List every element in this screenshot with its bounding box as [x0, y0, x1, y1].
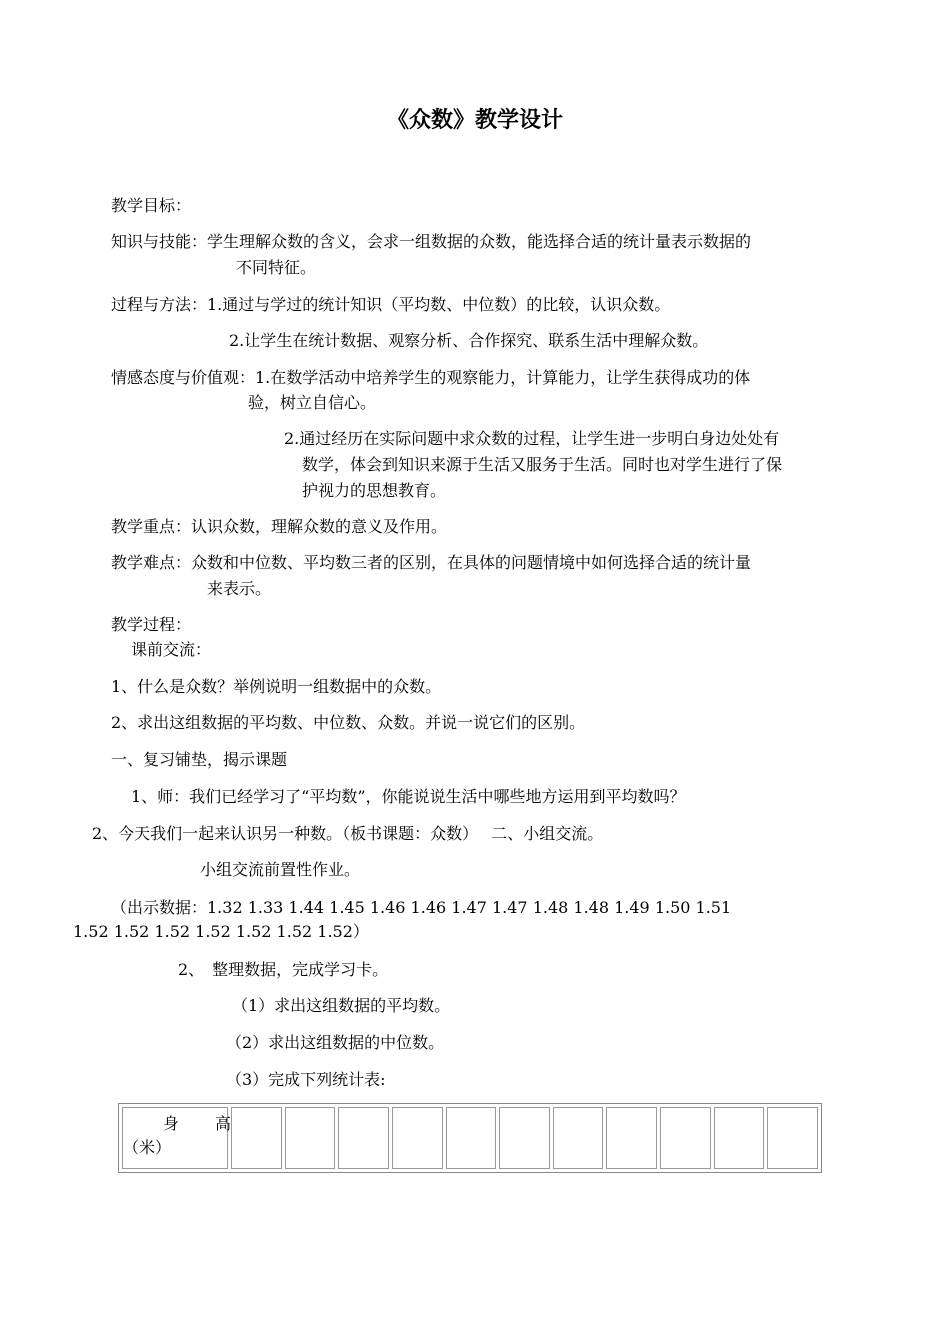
process-method-line-1: 过程与方法：1.通过与学过的统计知识（平均数、中位数）的比较，认识众数。	[111, 295, 671, 314]
section-1-heading: 一、复习铺垫，揭示课题	[111, 750, 288, 769]
document-title: 《众数》教学设计	[386, 107, 563, 133]
emotion-line-4: 数学，体会到知识来源于生活又服务于生活。同时也对学生进行了保	[302, 455, 783, 474]
table-cell[interactable]	[767, 1107, 818, 1169]
table-cell[interactable]	[392, 1107, 443, 1169]
emotion-line-3: 2.通过经历在实际问题中求众数的过程，让学生进一步明白身边处处有	[284, 429, 780, 448]
goals-heading: 教学目标：	[111, 196, 192, 215]
table-header-cell	[122, 1107, 232, 1169]
table-row	[122, 1107, 818, 1169]
process-heading: 教学过程：	[111, 615, 192, 634]
key-point: 教学重点：认识众数，理解众数的意义及作用。	[111, 517, 448, 536]
question-1: 1、什么是众数？举例说明一组数据中的众数。	[111, 677, 442, 696]
statistics-table	[118, 1103, 822, 1173]
group-prework: 小组交流前置性作业。	[200, 860, 361, 879]
table-cell[interactable]	[338, 1107, 389, 1169]
question-2: 2、求出这组数据的平均数、中位数、众数。并说一说它们的区别。	[111, 713, 586, 732]
sub-task-2: （2）求出这组数据的中位数。	[226, 1033, 445, 1052]
section-1-item-1: 1、师：我们已经学习了“平均数”，你能说说生活中哪些地方运用到平均数吗？	[131, 787, 686, 806]
data-line-1: （出示数据：1.32 1.33 1.44 1.45 1.46 1.46 1.47 1.47 1.48 1.48 1.49 1.50 1.51	[111, 898, 732, 917]
table-cell[interactable]	[446, 1107, 497, 1169]
table-header-unit: （米）	[123, 1138, 172, 1157]
sub-task-3: （3）完成下列统计表:	[226, 1070, 386, 1089]
knowledge-line-2: 不同特征。	[236, 258, 317, 277]
table-cell[interactable]	[553, 1107, 604, 1169]
difficulty-line-1: 教学难点：众数和中位数、平均数三者的区别，在具体的问题情境中如何选择合适的统计量	[111, 553, 752, 572]
table-cell[interactable]	[499, 1107, 550, 1169]
table-cell[interactable]	[714, 1107, 765, 1169]
step-2: 2、 整理数据，完成学习卡。	[178, 960, 389, 979]
knowledge-line-1: 知识与技能：学生理解众数的含义，会求一组数据的众数，能选择合适的统计量表示数据的	[111, 232, 752, 251]
emotion-line-5: 护视力的思想教育。	[302, 481, 447, 500]
sub-task-1: （1）求出这组数据的平均数。	[232, 996, 451, 1015]
table-cell[interactable]	[606, 1107, 657, 1169]
emotion-line-2: 验，树立自信心。	[248, 393, 377, 412]
section-1-item-2: 2、今天我们一起来认识另一种数。（板书课题：众数） 二、小组交流。	[92, 824, 604, 843]
table-header-char-2: 高	[215, 1114, 232, 1133]
process-method-line-2: 2.让学生在统计数据、观察分析、合作探究、联系生活中理解众数。	[229, 331, 709, 350]
table-cell[interactable]	[285, 1107, 336, 1169]
table-cell[interactable]	[231, 1107, 282, 1169]
table-cell[interactable]	[660, 1107, 711, 1169]
data-line-2: 1.52 1.52 1.52 1.52 1.52 1.52 1.52）	[73, 922, 369, 941]
table-header-char-1: 身	[163, 1114, 180, 1133]
difficulty-line-2: 来表示。	[207, 579, 272, 598]
emotion-line-1: 情感态度与价值观：1.在数学活动中培养学生的观察能力，计算能力，让学生获得成功的体	[111, 368, 751, 387]
pre-class-heading: 课前交流：	[131, 640, 212, 659]
